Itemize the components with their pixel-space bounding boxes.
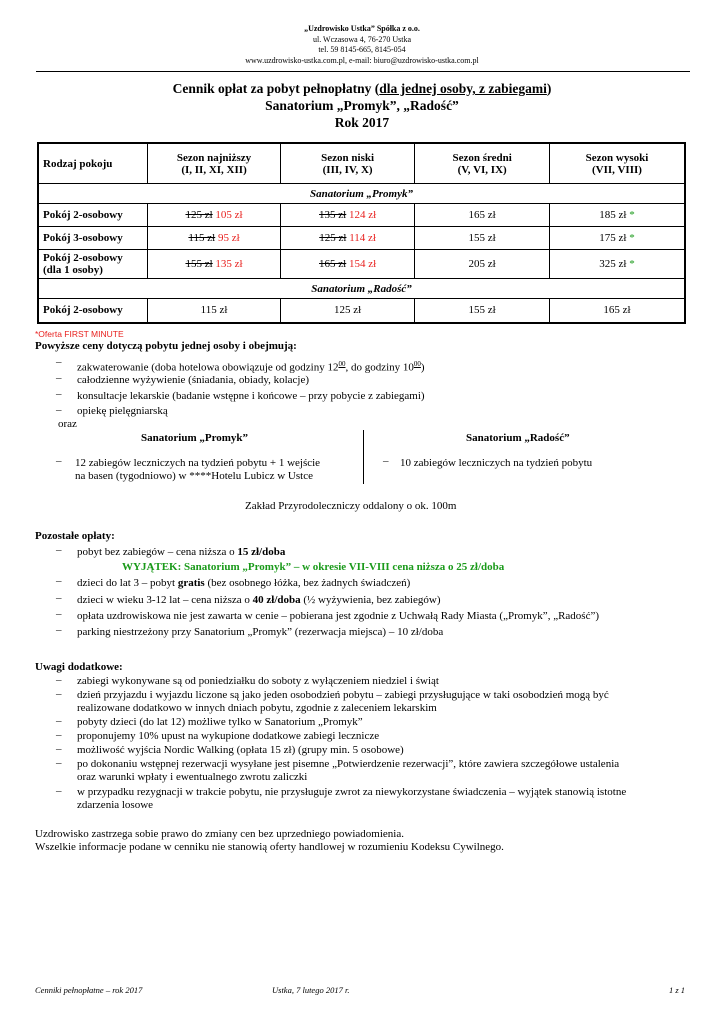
list-item: dzień przyjazdu i wyjazdu liczone są jako jeden osobodzień pobytu – zabiegi przysługujące w taki osobodzień mogą być realizowane dodatkowo w innych dniach pobytu, zgodnie z zaleceniem lekarskim xyxy=(77,689,609,714)
list-item: dzieci do lat 3 – pobyt gratis (bez osobnego łóżka, bez żadnych świadczeń) xyxy=(77,577,411,589)
promyk-title: Sanatorium „Promyk” xyxy=(141,432,249,444)
company-name: „Uzdrowisko Ustka” Spółka z o.o. xyxy=(304,24,420,33)
col-season-lowest: Sezon najniższy (I, II, XI, XII) xyxy=(148,143,281,184)
table-row: Pokój 2-osobowy 125 zł 105 zł 135 zł 124 zł 165 zł 185 zł * xyxy=(38,204,685,227)
col-room: Rodzaj pokoju xyxy=(38,143,148,184)
title-year: Rok 2017 xyxy=(334,115,390,130)
table-row: Pokój 2-osobowy (dla 1 osoby) 155 zł 135 zł 165 zł 154 zł 205 zł 325 zł * xyxy=(38,250,685,279)
list-item: po dokonaniu wstępnej rezerwacji wysyłane jest pisemne „Potwierdzenie rezerwacji”, które zawiera szczegółowe ustalenia oraz warunki wpłaty i ewentualnego zwrotu zaliczki xyxy=(77,758,620,783)
price-table xyxy=(37,142,686,324)
list-item: w przypadku rezygnacji w trakcie pobytu, nie przysługuje zwrot za niewykorzystane świadczenia – wyjątek stanowią istotne zdarzenia losowe xyxy=(77,786,627,811)
list-item: parking niestrzeżony przy Sanatorium „Promyk” (rezerwacja miejsca) – 10 zł/doba xyxy=(77,626,444,638)
closing-notice: Uzdrowisko zastrzega sobie prawo do zmiany cen bez uprzedniego powiadomienia. Wszelkie informacje podane w cenniku nie stanowią oferty handlowej w rozumieniu Kodeksu Cywilnego. xyxy=(35,828,504,853)
company-address: ul. Wczasowa 4, 76-270 Ustka xyxy=(312,34,412,44)
list-item: pobyty dzieci (do lat 12) możliwe tylko w Sanatorium „Promyk” xyxy=(77,716,363,728)
title-sanatoria: Sanatorium „Promyk”, „Radość” xyxy=(265,98,459,113)
list-item: całodzienne wyżywienie (śniadania, obiady, kolacje) xyxy=(77,374,310,386)
list-item: możliwość wyjścia Nordic Walking (opłata 15 zł) (grupy min. 5 osobowe) xyxy=(77,744,404,756)
footer-left: Cenniki pełnopłatne – rok 2017 xyxy=(35,985,143,995)
col-season-high: Sezon wysoki (VII, VIII) xyxy=(549,143,685,184)
header-divider xyxy=(36,71,690,72)
footer-date: Ustka, 7 lutego 2017 r. xyxy=(272,985,350,995)
list-item: proponujemy 10% upust na wykupione dodatkowe zabiegi lecznicze xyxy=(77,730,380,742)
section-radosc: Sanatorium „Radość” xyxy=(38,279,685,299)
company-phone: tel. 59 8145-665, 8145-054 xyxy=(318,45,406,54)
column-divider xyxy=(363,430,364,484)
list-item: opłata uzdrowiskowa nie jest zawarta w cenie – pobierana jest zgodnie z Uchwałą Rady Miasta („Promyk”, „Radość”) xyxy=(77,610,600,622)
page-number: 1 z 1 xyxy=(669,985,686,995)
document-title: Cennik opłat za pobyt pełnopłatny (dla jednej osoby, z zabiegami) Sanatorium „Promyk”, „Radość” Rok 2017 xyxy=(0,80,724,131)
list-item: zakwaterowanie (doba hotelowa obowiązuje od godziny $12^{00}$, do godziny $10^{00}$) xyxy=(77,360,425,374)
promyk-treatments: 12 zabiegów leczniczych na tydzień pobytu + 1 wejście na basen (tygodniowo) w ****Hotelu Lubicz w Ustce xyxy=(75,457,321,482)
list-item: opiekę pielęgniarską xyxy=(77,405,168,417)
letterhead xyxy=(0,24,724,66)
oraz-text: oraz xyxy=(58,418,77,430)
col-season-low: Sezon niski (III, IV, X) xyxy=(280,143,415,184)
exception-note: WYJĄTEK: Sanatorium „Promyk” – w okresie VII-VIII cena niższa o 25 zł/doba xyxy=(122,561,505,573)
list-item: zabiegi wykonywane są od poniedziałku do soboty z wyłączeniem niedziel i świąt xyxy=(77,675,439,687)
list-item: dzieci w wieku 3-12 lat – cena niższa o 40 zł/doba (½ wyżywienia, bez zabiegów) xyxy=(77,594,441,606)
other-fees-heading: Pozostałe opłaty: xyxy=(35,530,115,542)
includes-heading: Powyższe ceny dotyczą pobytu jednej osoby i obejmują: xyxy=(35,340,297,352)
table-row: Pokój 2-osobowy 115 zł 125 zł 155 zł 165 zł xyxy=(38,299,685,323)
title-underlined: dla jednej osoby, z zabiegami xyxy=(379,81,547,96)
company-web: www.uzdrowisko-ustka.com.pl, e-mail: biuro@uzdrowisko-ustka.com.pl xyxy=(245,55,479,65)
list-item: konsultacje lekarskie (badanie wstępne i końcowe – przy pobycie z zabiegami) xyxy=(77,390,425,402)
col-season-mid: Sezon średni (V, VI, IX) xyxy=(415,143,550,184)
table-row: Pokój 3-osobowy 115 zł 95 zł 125 zł 114 zł 155 zł 175 zł * xyxy=(38,227,685,250)
notes-heading: Uwagi dodatkowe: xyxy=(35,661,123,673)
table-header-row xyxy=(38,143,685,184)
section-promyk: Sanatorium „Promyk” xyxy=(38,184,685,204)
first-minute-note: *Oferta FIRST MINUTE xyxy=(35,329,124,339)
radosc-title: Sanatorium „Radość” xyxy=(466,432,570,444)
zaklad-note: Zakład Przyrodoleczniczy oddalony o ok. 100m xyxy=(245,500,457,512)
radosc-treatments: 10 zabiegów leczniczych na tydzień pobytu xyxy=(400,457,593,469)
list-item: pobyt bez zabiegów – cena niższa o 15 zł/doba xyxy=(77,546,286,558)
